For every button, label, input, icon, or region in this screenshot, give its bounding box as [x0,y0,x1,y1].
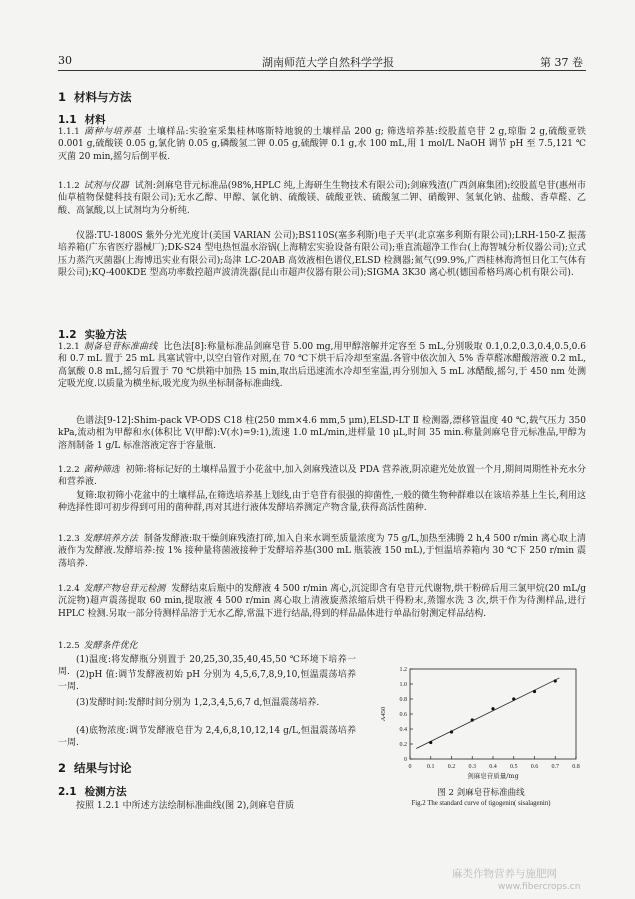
header-rule [58,70,586,71]
journal-title: 湖南师范大学自然科学学报 [262,56,394,69]
paragraph-instruments: 仪器:TU-1800S 紫外分光光度计(美国 VARIAN 公司);BS110S(塞多利斯)电子天平(北京塞多利斯有限公司);LRH-150-Z 振荡培养箱(广东省医疗器械厂);DK-S24 型电热恒温水浴锅(上海精宏实验设备有限公司);垂直流超净工作台(上海智城分析仪器公司);立式压力蒸汽灭菌器(上海博迅实业有限公司);岛津 LC-20AB 高效液相色谱仪,ELSD 检测器;氮气(99.9%,广西桂林海湾恒日化工气体有限公司);KQ-400KDE 型高功率数控超声波清洗器(昆山市超声仪器有限公司);SIGMA 3K30 离心机(德国希格玛离心机有限公司). [58,231,586,279]
paragraph-1-2-2: 1.2.2 菌种筛选 初筛:将标记好的土壤样品置于小花盆中,加入剑麻残渣以及 PDA 营养液,阴凉避光处放置一个月,期间周期性补充水分和营养液. [58,465,586,488]
x-tick-label: 0.5 [510,764,518,770]
paragraph-chromatography: 色谱法[9-12]:Shim-pack VP-ODS C18 柱(250 mm×4.6 mm,5 μm),ELSD-LT Ⅱ 检测器,漂移管温度 40 ℃,载气压力 350 kPa,流动相为甲醇和水(体积比 V(甲醇):V(水)=9:1),流速 1.0 mL/min,进样量 10 μL,时间 35 min.称量剑麻皂苷元标准品,甲醇为溶剂制备 1 g/L 标准溶液定容于容量瓶. [58,416,586,451]
list-item-ph: (2)pH 值:调节发酵液初始 pH 分别为 4,5,6,7,8,9,10,恒温震荡培养一周. [58,670,356,693]
fit-line [416,678,559,749]
list-item-time: (3)发酵时间:发酵时间分别为 1,2,3,4,5,6,7 d,恒温震荡培养. [76,698,320,708]
x-tick-label: 0.4 [489,764,497,770]
watermark-url: www.fibercrops.cn [498,882,581,892]
paragraph-1-2-1: 1.2.1 制备皂苷标准曲线 比色法[8]:称量标准品剑麻皂苷 5.00 mg,用甲醇溶解并定容至 5 mL,分别吸取 0.1,0.2,0.3,0.4,0.5,0.6 和 0.7 mL 置于 25 mL 具塞试管中,以空白管作对照,在 70 ℃下烘干后冷却至室温.各管中依次加入 5% 香草醛冰醋酸溶液 0.2 mL,高氯酸 0.8 mL,摇匀后置于 70 ℃烘箱中加热 15 min,取出后迅速流水冷却至室温,再分别加入 5 mL 冰醋酸,摇匀,于 450 nm 处测定吸光度.以质量为横坐标,吸光度为纵坐标制备标准曲线. [58,342,586,390]
volume-label: 第 37 卷 [540,56,583,69]
x-axis-label: 剑麻皂苷质量/mg [467,772,519,780]
paragraph-rescreen: 复筛:取初筛小花盆中的土壤样品,在筛选培养基上划线,由于皂苷有很强的抑菌性,一般的微生物种群难以在该培养基上生长,利用这种选择性即可初步得到可用的菌种群,再对其进行液体发酵培养测定产物含量,获得高活性菌种. [58,491,586,514]
list-item-temperature: (1)温度:将发酵瓶分别置于 20,25,30,35,40,45,50 ℃环境下培养一周. [58,655,356,678]
paragraph-1-2-3: 1.2.3 发酵培养方法 制备发酵液:取干燥剑麻残渣打碎,加入自来水调至质量浓度为 75 g/L,加热至沸腾 2 h,4 500 r/min 离心取上清液作为发酵液.发酵培养:按 1% 接种量将菌液接种于发酵培养基(300 mL 瓶装液 150 mL),于恒温培养箱内 30 ℃下 250 r/min 震荡培养. [58,534,586,569]
section-2-1-heading: 2.1 检测方法 [58,786,127,798]
section-1-1-heading: 1.1 材料 [58,114,106,126]
paragraph-1-2-5-heading: 1.2.5 发酵条件优化 [58,641,138,651]
x-tick-label: 0.1 [427,764,435,770]
y-tick-label: 1.2 [399,667,407,673]
x-tick-label: 0.8 [572,764,580,770]
paragraph-1-2-4: 1.2.4 发酵产物皂苷元检测 发酵结束后瓶中的发酵液 4 500 r/min 离心,沉淀即含有皂苷元代谢物,烘干粉碎后用三氯甲烷(20 mL/g 沉淀物)超声震荡提取 60 min,提取液 4 500 r/min 离心取上清液旋蒸浓缩后烘干得粉末,蒸馏水洗 3 次,烘干作为待测样品,进行 HPLC 检测.另取一部分待测样品溶于无水乙醇,常温下进行结晶,得到的样品晶体进行单晶衍射测定样品结构. [58,584,586,619]
standard-curve-chart [376,663,584,786]
data-point [512,697,515,700]
data-point [471,718,474,721]
x-tick-label: 0.6 [530,764,539,770]
y-tick-label: 0 [404,757,407,763]
data-point [450,730,453,733]
paragraph-1-1-1: 1.1.1 菌种与培养基 土壤样品:实验室采集桂林喀斯特地貌的土壤样品 200 g; 筛选培养基:绞股蓝皂苷 2 g,琼脂 2 g,硫酸亚铁 0.001 g,硫酸镁 0.05 g,氯化钠 0.05 g,磷酸氢二钾 0.05 g,硫酸钾 0.1 g,水 100 mL,用 1 mol/L NaOH 调节 pH 至 7.5,121 ℃灭菌 20 min,摇匀后倒平板. [58,127,586,162]
x-tick-label: 0.3 [468,764,476,770]
figure-caption-en: Fig.2 The standard curve of tigogenin( sisalagenin) [411,800,551,807]
y-tick-label: 1.0 [399,682,407,688]
x-tick-label: 0.2 [447,764,456,770]
y-tick-label: 0.8 [399,697,407,703]
y-axis-label: A450 [380,706,387,722]
x-tick-label: 0.7 [551,764,559,770]
x-tick-label: 0 [408,764,412,770]
section-1-heading: 1 材料与方法 [58,90,132,104]
plot-frame [410,669,576,759]
watermark-text: 麻类作物营养与施肥网 [452,868,557,880]
y-tick-label: 0.6 [399,712,407,718]
data-point [533,690,536,693]
data-point [491,707,494,710]
figure-caption-cn: 图 2 剑麻皂苷标准曲线 [437,788,525,798]
paragraph-1-1-2: 1.1.2 试剂与仪器 试剂:剑麻皂苷元标准品(98%,HPLC 纯,上海研生生物技术有限公司);剑麻残渣(广西剑麻集团);绞股蓝皂苷(惠州市仙草植物保健科技有限公司);无水乙醇、甲醇、氯化钠、硫酸镁、硫酸亚铁、硫酸氢二钾、硝酸钾、氢氧化钠、盐酸、香草醛、乙酸、高氯酸,以上试剂均为分析纯. [58,181,586,216]
list-item-substrate: (4)底物浓度:调节发酵液皂苷为 2,4,6,8,10,12,14 g/L,恒温震荡培养一周. [58,726,356,749]
section-1-2-heading: 1.2 实验方法 [58,329,127,341]
page-number: 30 [58,54,72,67]
y-tick-label: 0.2 [399,742,407,748]
paragraph-2-1: 按照 1.2.1 中所述方法绘制标准曲线(图 2),剑麻皂苷质 [76,801,295,811]
section-2-heading: 2 结果与讨论 [58,761,132,775]
data-point [554,679,557,682]
y-tick-label: 0.4 [399,727,407,733]
data-point [429,741,432,744]
